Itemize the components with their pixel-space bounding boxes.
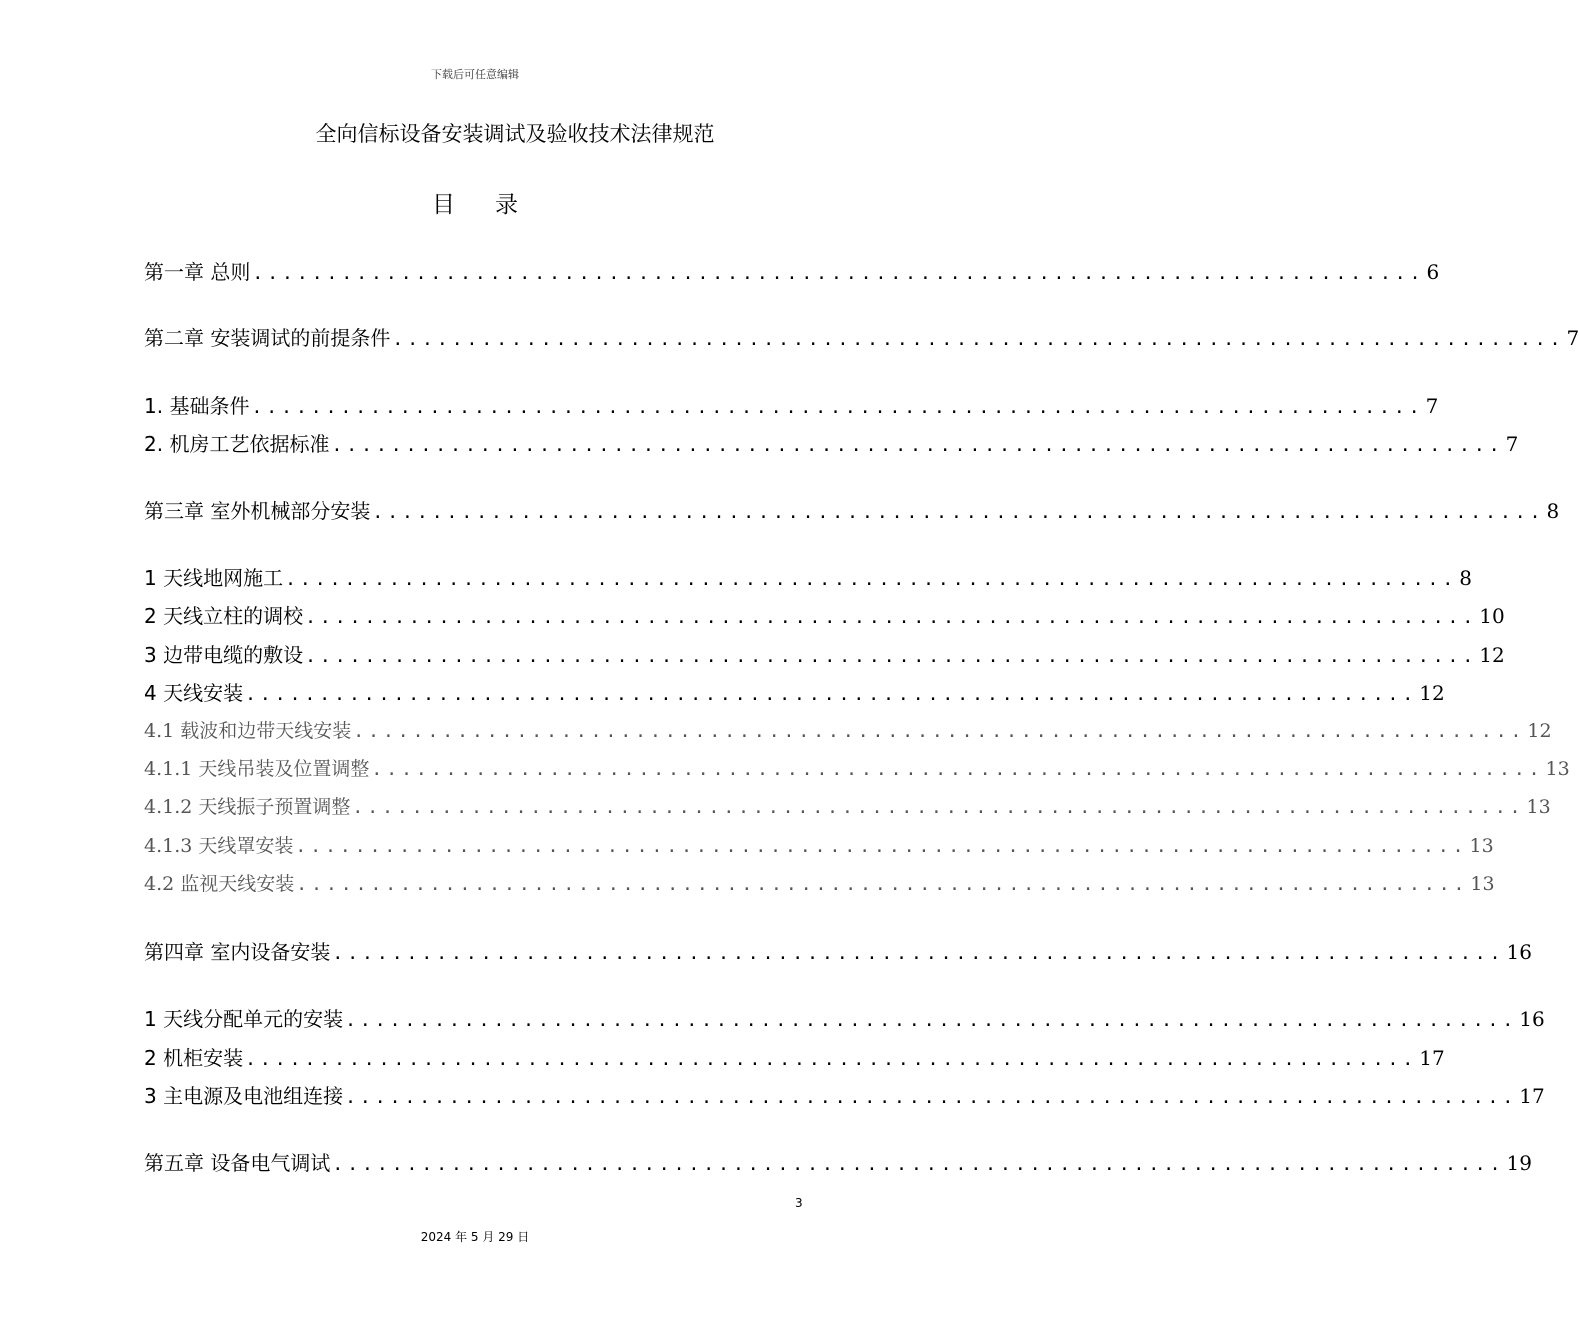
toc-entry[interactable] bbox=[144, 639, 1505, 667]
toc-entry[interactable] bbox=[144, 936, 1532, 964]
toc-entry[interactable] bbox=[144, 831, 1494, 859]
toc-entry[interactable] bbox=[144, 322, 1579, 350]
toc-entry-label: 4.1.2 天线振子预置调整 bbox=[144, 796, 351, 818]
toc-entry-page: 17 bbox=[1519, 1084, 1545, 1108]
toc-leader-dots: ............................................................................... bbox=[295, 836, 1468, 857]
toc-leader-dots: ............................................................................... bbox=[392, 329, 1565, 350]
toc-entry[interactable] bbox=[144, 600, 1505, 628]
toc-entry-label: 4.2 监视天线安装 bbox=[144, 873, 295, 895]
toc-entry-label: 第四章 室内设备安装 bbox=[144, 940, 331, 964]
footer-date: 2024 年 5 月 29 日 bbox=[420, 1230, 530, 1244]
toc-entry-page: 8 bbox=[1459, 566, 1472, 590]
toc-entry-page: 12 bbox=[1527, 720, 1552, 742]
toc-leader-dots: ............................................................................... bbox=[252, 263, 1425, 284]
header-note: 下载后可任意编辑 bbox=[431, 68, 519, 81]
toc-entry-label: 4.1.3 天线罩安装 bbox=[144, 835, 294, 857]
toc-entry-page: 6 bbox=[1426, 260, 1440, 284]
toc-entry[interactable] bbox=[144, 1042, 1445, 1070]
toc-entry-label: 第二章 安装调试的前提条件 bbox=[144, 326, 391, 350]
toc-leader-dots: ............................................................................... bbox=[285, 569, 1458, 590]
toc-entry[interactable] bbox=[144, 562, 1472, 590]
toc-leader-dots: ............................................................................... bbox=[372, 502, 1545, 523]
toc-leader-dots: ............................................................................... bbox=[245, 1049, 1418, 1070]
toc-entry-page: 7 bbox=[1566, 326, 1579, 350]
toc-entry-label: 1 天线分配单元的安装 bbox=[144, 1007, 344, 1031]
toc-entry[interactable] bbox=[144, 792, 1551, 820]
toc-entry-label: 4.1 载波和边带天线安装 bbox=[144, 720, 352, 742]
toc-entry-label: 3 边带电缆的敷设 bbox=[144, 643, 304, 667]
toc-entry[interactable] bbox=[144, 1080, 1545, 1108]
toc-entry-page: 8 bbox=[1546, 499, 1560, 523]
toc-entry-page: 12 bbox=[1479, 643, 1505, 667]
toc-entry-page: 16 bbox=[1519, 1007, 1545, 1031]
toc-entry-page: 12 bbox=[1419, 681, 1445, 705]
toc-leader-dots: ............................................................................... bbox=[345, 1010, 1518, 1031]
toc-leader-dots: ............................................................................... bbox=[245, 684, 1418, 705]
toc-leader-dots: ............................................................................... bbox=[345, 1087, 1518, 1108]
toc-entry-page: 13 bbox=[1526, 796, 1551, 818]
toc-entry-page: 16 bbox=[1506, 940, 1532, 964]
toc-entry[interactable] bbox=[144, 390, 1439, 418]
toc-entry-label: 4.1.1 天线吊装及位置调整 bbox=[144, 758, 370, 780]
toc-entry-page: 10 bbox=[1479, 604, 1505, 628]
toc-entry-label: 1. 基础条件 bbox=[144, 394, 250, 418]
toc-entry[interactable] bbox=[144, 256, 1440, 284]
toc-entry-label: 2 机柜安装 bbox=[144, 1046, 244, 1070]
toc-leader-dots: ............................................................................... bbox=[352, 797, 1525, 818]
toc-leader-dots: ............................................................................... bbox=[251, 397, 1424, 418]
toc-entry-label: 第一章 总则 bbox=[144, 260, 251, 284]
toc-leader-dots: ............................................................................... bbox=[353, 721, 1526, 742]
toc-leader-dots: ............................................................................... bbox=[331, 435, 1504, 456]
toc-entry-label: 3 主电源及电池组连接 bbox=[144, 1084, 344, 1108]
toc-leader-dots: ............................................................................... bbox=[296, 874, 1469, 895]
toc-heading: 目录 bbox=[432, 192, 558, 218]
toc-entry-label: 第三章 室外机械部分安装 bbox=[144, 499, 371, 523]
toc-entry-page: 13 bbox=[1470, 873, 1495, 895]
toc-leader-dots: ............................................................................... bbox=[305, 646, 1478, 667]
toc-entry-page: 17 bbox=[1419, 1046, 1445, 1070]
toc-entry-label: 2. 机房工艺依据标准 bbox=[144, 432, 330, 456]
toc-entry-page: 7 bbox=[1505, 432, 1519, 456]
toc-entry[interactable] bbox=[144, 754, 1570, 782]
toc-entry[interactable] bbox=[144, 495, 1560, 523]
toc-entry[interactable] bbox=[144, 428, 1519, 456]
toc-leader-dots: ............................................................................... bbox=[332, 1154, 1505, 1175]
toc-entry-page: 19 bbox=[1506, 1151, 1532, 1175]
page-number: 3 bbox=[795, 1196, 803, 1210]
document-title: 全向信标设备安装调试及验收技术法律规范 bbox=[315, 122, 715, 146]
toc-leader-dots: ............................................................................... bbox=[305, 607, 1478, 628]
toc-leader-dots: ............................................................................... bbox=[332, 943, 1505, 964]
toc-entry-label: 第五章 设备电气调试 bbox=[144, 1151, 331, 1175]
toc-entry[interactable] bbox=[144, 1003, 1545, 1031]
toc-entry[interactable] bbox=[144, 869, 1495, 897]
toc-entry[interactable] bbox=[144, 716, 1552, 744]
toc-entry-page: 13 bbox=[1545, 758, 1570, 780]
toc-entry[interactable] bbox=[144, 677, 1445, 705]
toc-entry[interactable] bbox=[144, 1147, 1532, 1175]
toc-entry-label: 2 天线立柱的调校 bbox=[144, 604, 304, 628]
toc-entry-label: 1 天线地网施工 bbox=[144, 566, 284, 590]
toc-entry-label: 4 天线安装 bbox=[144, 681, 244, 705]
toc-entry-page: 7 bbox=[1425, 394, 1439, 418]
toc-leader-dots: ............................................................................... bbox=[371, 759, 1544, 780]
toc-entry-page: 13 bbox=[1469, 835, 1494, 857]
